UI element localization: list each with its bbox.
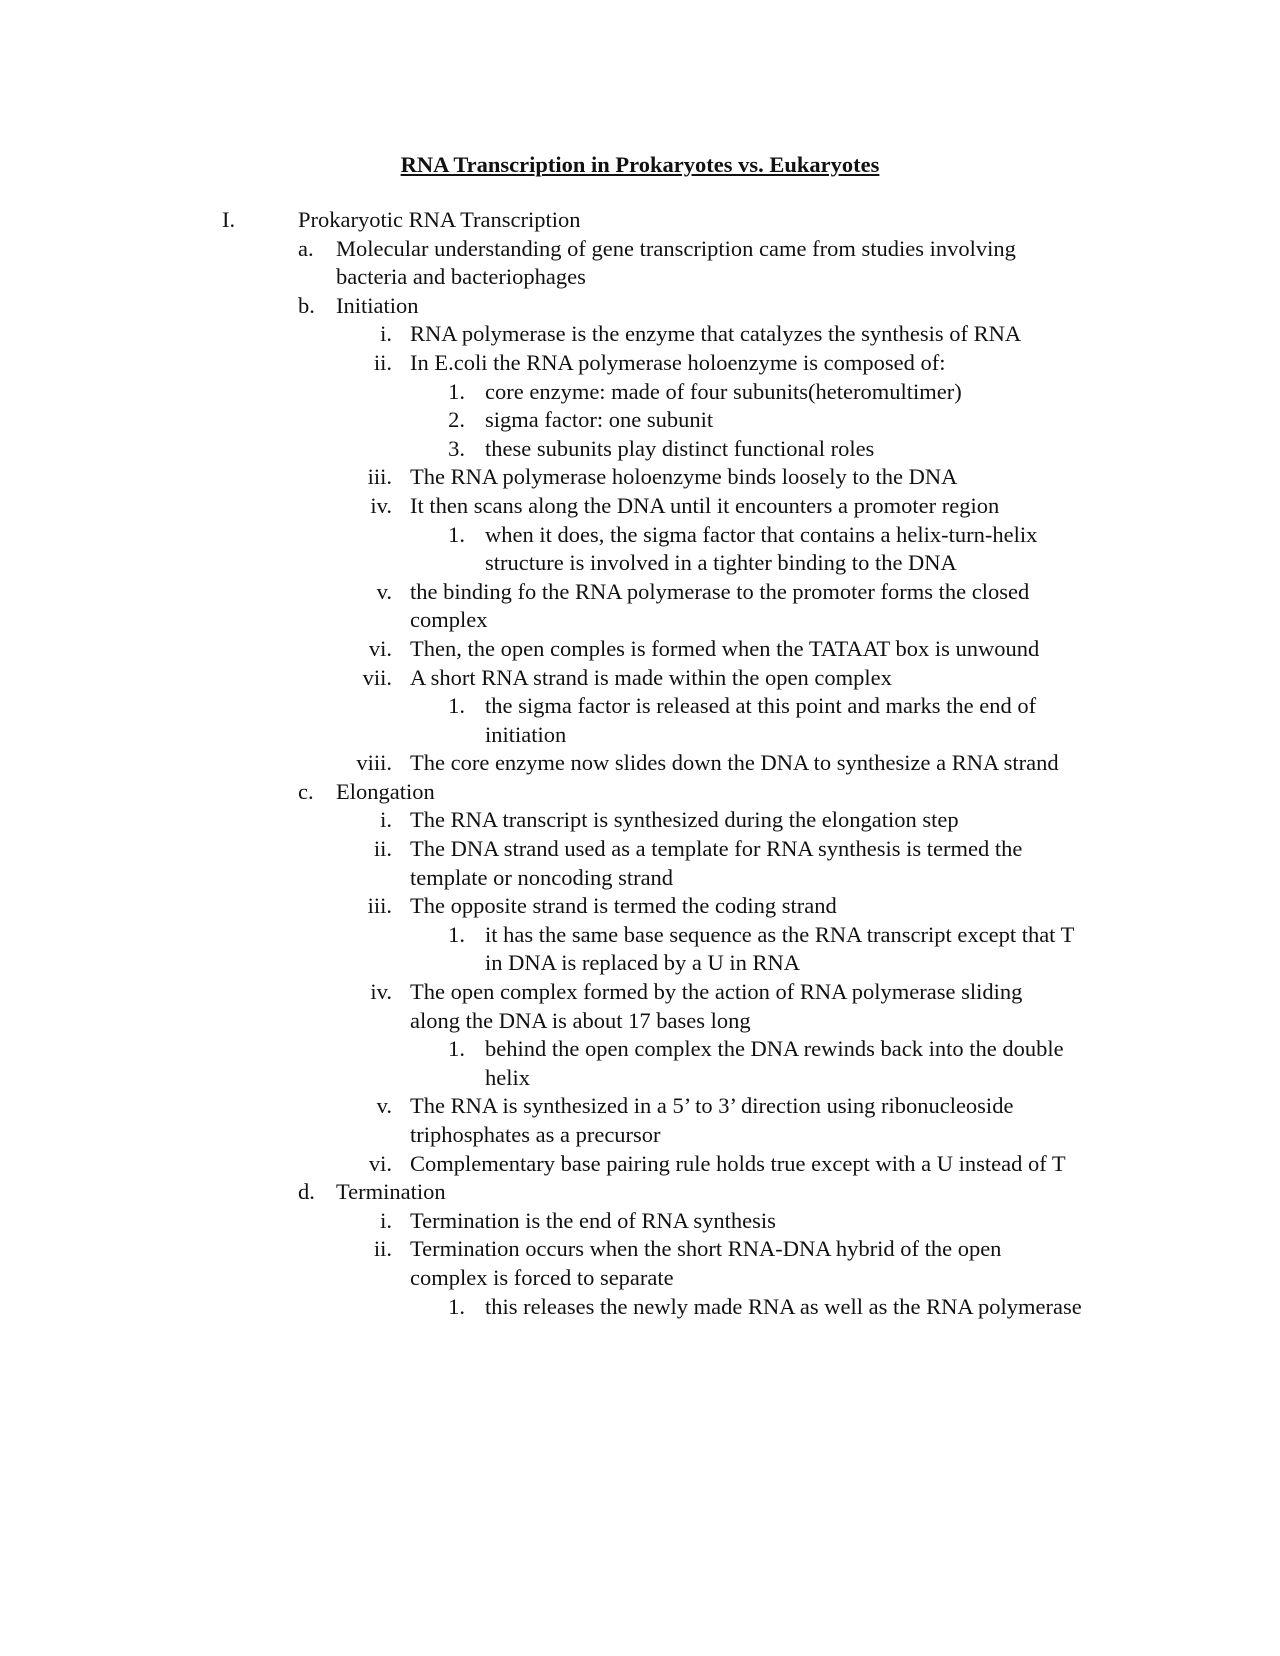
- item-marker: 1.: [448, 693, 465, 719]
- item-marker: vi.: [368, 1150, 392, 1176]
- outline-item: [0, 320, 1280, 349]
- item-marker: 1.: [448, 378, 465, 404]
- outline-item: [0, 835, 1280, 892]
- outline-item: [0, 463, 1280, 492]
- outline-item: [0, 806, 1280, 835]
- outline-item: [0, 892, 1280, 921]
- item-text: Termination occurs when the short RNA-DNA hybrid of the open complex is forced to separate: [410, 1236, 1002, 1290]
- outline: [0, 206, 1280, 1321]
- item-text: Then, the open comples is formed when the TATAAT box is unwound: [410, 635, 1040, 661]
- item-marker: ii.: [373, 349, 392, 375]
- document-title: RNA Transcription in Prokaryotes vs. Eukaryotes: [400, 152, 880, 177]
- item-text: Complementary base pairing rule holds true except with a U instead of T: [410, 1150, 1066, 1176]
- outline-item: [0, 1178, 1280, 1207]
- item-text: the binding fo the RNA polymerase to the promoter forms the closed complex: [410, 578, 1030, 633]
- outline-item: [0, 1293, 1280, 1322]
- outline-item: [0, 435, 1280, 464]
- item-text: In E.coli the RNA polymerase holoenzyme is composed of:: [410, 349, 946, 375]
- item-text: A short RNA strand is made within the open complex: [410, 664, 892, 690]
- item-marker: 2.: [448, 407, 465, 433]
- item-text: Molecular understanding of gene transcription came from studies involving bacteria and bacteriophages: [336, 235, 1016, 290]
- item-text: these subunits play distinct functional roles: [485, 435, 875, 461]
- item-text: The open complex formed by the action of RNA polymerase sliding along the DNA is about 17 bases long: [410, 979, 1023, 1033]
- item-marker: a.: [298, 235, 314, 261]
- item-marker: i.: [380, 807, 392, 833]
- outline-item: [0, 521, 1280, 578]
- outline-item: [0, 635, 1280, 664]
- outline-item: [0, 292, 1280, 321]
- item-marker: I.: [222, 207, 236, 232]
- item-marker: vii.: [362, 664, 392, 690]
- outline-item: [0, 378, 1280, 407]
- outline-item: [0, 1035, 1280, 1092]
- outline-item: [0, 1150, 1280, 1179]
- item-text: when it does, the sigma factor that contains a helix-turn-helix structure is involved in a tighter binding to the DNA: [485, 521, 1038, 576]
- item-text: RNA polymerase is the enzyme that catalyzes the synthesis of RNA: [410, 321, 1022, 347]
- item-text: core enzyme: made of four subunits(heteromultimer): [485, 378, 962, 404]
- item-marker: iii.: [367, 893, 392, 919]
- item-text: It then scans along the DNA until it encounters a promoter region: [410, 492, 1000, 518]
- item-marker: c.: [298, 778, 314, 804]
- item-marker: 1.: [448, 921, 465, 947]
- item-marker: i.: [380, 1207, 392, 1233]
- item-marker: iv.: [370, 979, 392, 1005]
- item-marker: 1.: [448, 1036, 465, 1062]
- outline-item: [0, 492, 1280, 521]
- item-text: the sigma factor is released at this point and marks the end of initiation: [485, 693, 1037, 747]
- item-marker: 3.: [448, 435, 465, 461]
- item-text: Termination is the end of RNA synthesis: [410, 1207, 776, 1233]
- outline-item: [0, 692, 1280, 749]
- outline-item: [0, 778, 1280, 807]
- outline-item: [0, 578, 1280, 635]
- item-text: it has the same base sequence as the RNA transcript except that T in DNA is replaced by a U in RNA: [485, 921, 1074, 976]
- item-marker: 1.: [448, 521, 465, 547]
- item-text: Initiation: [336, 292, 419, 318]
- outline-item: [0, 235, 1280, 292]
- outline-item: [0, 978, 1280, 1035]
- outline-item: [0, 349, 1280, 378]
- item-text: The RNA is synthesized in a 5’ to 3’ direction using ribonucleoside triphosphates as a precursor: [410, 1093, 1014, 1147]
- item-text: behind the open complex the DNA rewinds back into the double helix: [485, 1036, 1064, 1090]
- outline-item: [0, 1092, 1280, 1149]
- outline-item: [0, 664, 1280, 693]
- outline-item: [0, 406, 1280, 435]
- item-text: The DNA strand used as a template for RNA synthesis is termed the template or noncoding strand: [410, 836, 1023, 890]
- outline-item: [0, 1235, 1280, 1292]
- item-marker: b.: [298, 292, 315, 318]
- item-marker: viii.: [356, 750, 392, 776]
- item-text: sigma factor: one subunit: [485, 407, 714, 433]
- item-marker: v.: [376, 1093, 392, 1119]
- item-text: this releases the newly made RNA as well as the RNA polymerase: [485, 1293, 1082, 1319]
- item-text: Prokaryotic RNA Transcription: [298, 207, 581, 232]
- item-text: The opposite strand is termed the coding strand: [410, 893, 837, 919]
- item-marker: d.: [298, 1179, 315, 1205]
- item-marker: 1.: [448, 1293, 465, 1319]
- item-marker: iii.: [367, 464, 392, 490]
- outline-item: [0, 1207, 1280, 1236]
- outline-item: [0, 921, 1280, 978]
- outline-item: [0, 206, 1280, 235]
- item-marker: ii.: [373, 836, 392, 862]
- item-marker: vi.: [368, 635, 392, 661]
- item-text: Elongation: [336, 778, 435, 804]
- item-marker: i.: [380, 321, 392, 347]
- item-text: The RNA polymerase holoenzyme binds loosely to the DNA: [410, 464, 958, 490]
- item-marker: v.: [376, 578, 392, 604]
- item-marker: ii.: [373, 1236, 392, 1262]
- item-text: The RNA transcript is synthesized during the elongation step: [410, 807, 959, 833]
- item-text: The core enzyme now slides down the DNA to synthesize a RNA strand: [410, 750, 1059, 776]
- item-marker: iv.: [370, 492, 392, 518]
- item-text: Termination: [336, 1179, 446, 1205]
- outline-item: [0, 749, 1280, 778]
